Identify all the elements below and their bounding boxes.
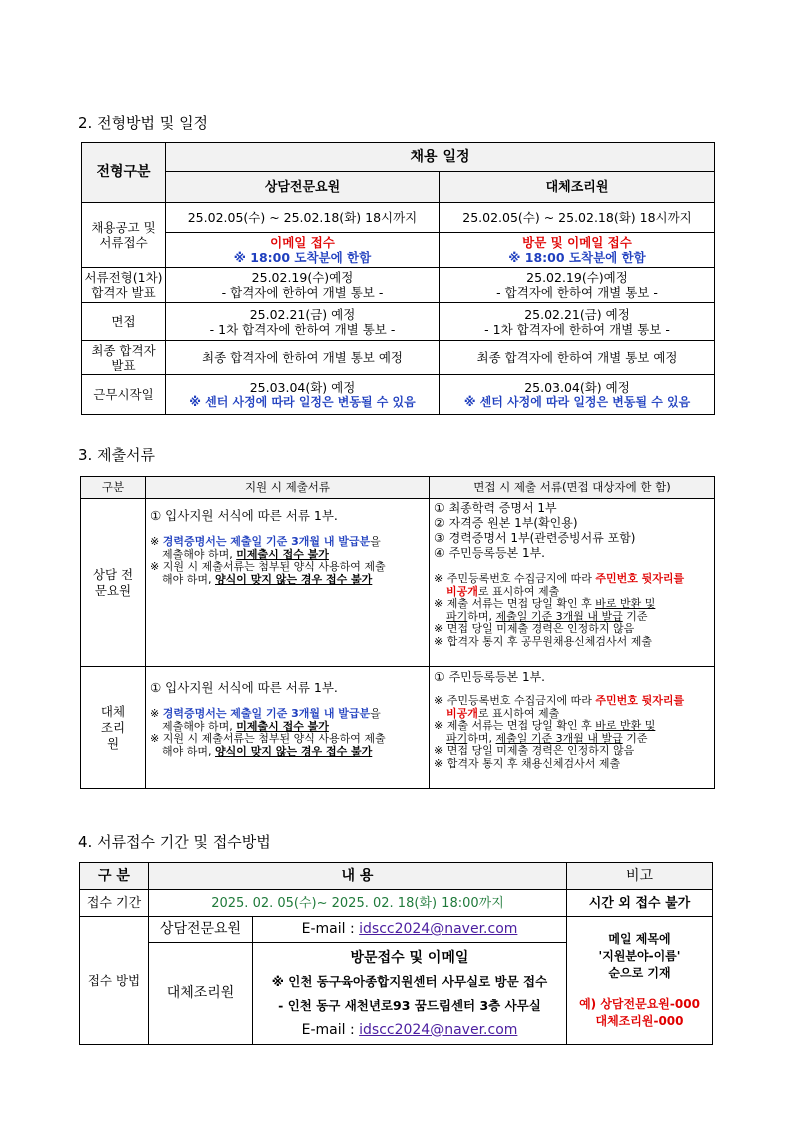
final-cook: 최종 합격자에 한하여 개별 통보 예정	[440, 341, 715, 375]
final-counselor: 최종 합격자에 한하여 개별 통보 예정	[166, 341, 440, 375]
counselor-apply-note2-l2: 해야 하며, 양식이 맞지 않는 경우 접수 불가	[162, 572, 373, 586]
receipt-header-content: 내 용	[149, 863, 567, 890]
cook-apply-note1-l2: 제출해야 하며, 미제출시 접수 불가	[162, 719, 329, 733]
cook-method-note: ※ 18:00 도착분에 한함	[508, 250, 646, 265]
cook-int-item-1: ① 주민등록등본 1부.	[434, 670, 545, 684]
cook-apply-note2-l2: 해야 하며, 양식이 맞지 않는 경우 접수 불가	[162, 744, 373, 758]
counselor-int-note4: ※ 합격자 통지 후 공무원채용신체검사서 제출	[434, 634, 652, 648]
cook-method-title: 방문접수 및 이메일	[350, 949, 469, 966]
counselor-interview-cell	[430, 499, 715, 667]
header-schedule: 채용 일정	[166, 143, 715, 172]
cook-int-note4: ※ 합격자 통지 후 채용신체검사서 제출	[434, 756, 621, 770]
start-counselor-note: ※ 센터 사정에 따라 일정은 변동될 수 있음	[189, 394, 416, 409]
interview-cook-date: 25.02.21(금) 예정	[524, 306, 630, 322]
doc-cook-date: 25.02.19(수)예정	[526, 270, 628, 285]
cook-method-line-1: ※ 인천 동구육아종합지원센터 사무실로 방문 접수	[271, 973, 548, 989]
counselor-method-text: 이메일 접수	[270, 235, 335, 250]
interview-counselor-note: - 1차 합격자에 한하여 개별 통보 -	[209, 321, 396, 337]
counselor-int-note1-l2: 비공개로 표시하여 제출	[446, 584, 560, 598]
doc-cook	[440, 268, 715, 303]
counselor-int-item-2: ② 자격증 원본 1부(확인용)	[434, 516, 578, 530]
receipt-period-label: 접수 기간	[80, 890, 149, 917]
notice-cook-date: 25.02.05(수) ~ 25.02.18(화) 18시까지	[440, 203, 715, 233]
cook-email-link[interactable]: idscc2024@naver.com	[359, 1021, 518, 1038]
cook-apply-cell	[146, 667, 430, 789]
note-example-1: 예) 상담전문요원-000	[579, 997, 700, 1011]
note-line-1: 메일 제목에	[608, 932, 671, 946]
counselor-email-link[interactable]: idscc2024@naver.com	[359, 921, 518, 937]
cook-apply-note2: ※ 지원 시 제출서류는 첨부된 양식 사용하여 제출	[150, 732, 386, 745]
counselor-int-note1: ※ 주민등록번호 수집금지에 따라 주민번호 뒷자리를	[434, 572, 685, 585]
counselor-int-item-3: ③ 경력증명서 1부(관련증빙서류 포함)	[434, 531, 636, 545]
row-label-final: 최종 합격자 발표	[82, 341, 166, 375]
cook-email	[255, 1018, 564, 1042]
receipt-header-type: 구 분	[80, 863, 149, 890]
receipt-method-note	[567, 917, 713, 1045]
doc-row-label-cook: 대체 조리원	[81, 667, 146, 789]
doc-counselor-date: 25.02.19(수)예정	[251, 270, 354, 285]
receipt-method-label: 접수 방법	[80, 917, 149, 1045]
col-counselor: 상담전문요원	[166, 172, 440, 203]
counselor-int-note3: ※ 면접 당일 미제출 경력은 인정하지 않음	[434, 622, 635, 635]
row-label-doc: 서류전형(1차) 합격자 발표	[82, 268, 166, 303]
notice-counselor-date: 25.02.05(수) ~ 25.02.18(화) 18시까지	[166, 203, 440, 233]
doc-counselor-note: - 합격자에 한하여 개별 통보 -	[221, 285, 384, 300]
cook-int-note1: ※ 주민등록번호 수집금지에 따라 주민번호 뒷자리를	[434, 694, 685, 707]
note-line-2: '지원분야-이름'	[598, 949, 681, 963]
cook-apply-item: ① 입사지원 서식에 따른 서류 1부.	[150, 680, 338, 695]
cook-email-label: E-mail :	[301, 1021, 360, 1038]
notice-cook-method	[440, 233, 715, 268]
start-cook	[440, 375, 715, 415]
cook-interview-cell	[430, 667, 715, 789]
section-title-schedule: 2. 전형방법 및 일정	[78, 114, 209, 132]
schedule-table	[81, 142, 715, 415]
notice-counselor-method	[166, 233, 440, 268]
counselor-int-note2: ※ 제출 서류는 면접 당일 확인 후 바로 반환 및	[434, 597, 656, 610]
receipt-table	[79, 862, 713, 1045]
header-type: 전형구분	[82, 143, 166, 203]
start-counselor	[166, 375, 440, 415]
doc-cook-note: - 합격자에 한하여 개별 통보 -	[496, 285, 658, 300]
start-counselor-date: 25.03.04(화) 예정	[249, 379, 356, 395]
receipt-period-note: 시간 외 접수 불가	[567, 890, 713, 917]
doc-header-interview: 면접 시 제출 서류(면접 대상자에 한 함)	[430, 477, 715, 499]
section-title-documents: 3. 제출서류	[78, 446, 156, 464]
counselor-int-note2-l2: 파기하며, 제출일 기준 3개월 내 발급 기준	[446, 609, 648, 623]
receipt-cook-content	[253, 943, 567, 1045]
doc-row-label-counselor: 상담 전문요원	[81, 499, 146, 667]
cook-method-text: 방문 및 이메일 접수	[522, 235, 632, 250]
row-label-notice: 채용공고 및 서류접수	[82, 203, 166, 268]
interview-cook-note: - 1차 합격자에 한하여 개별 통보 -	[484, 321, 670, 337]
receipt-period-value: 2025. 02. 05(수)~ 2025. 02. 18(화) 18:00까지	[149, 890, 567, 917]
doc-counselor	[166, 268, 440, 303]
note-example-2: 대체조리원-000	[595, 1014, 684, 1028]
section-title-receipt: 4. 서류접수 기간 및 접수방법	[78, 833, 271, 851]
col-cook: 대체조리원	[440, 172, 715, 203]
receipt-counselor-label: 상담전문요원	[149, 917, 253, 943]
documents-table	[80, 476, 715, 789]
counselor-apply-cell	[146, 499, 430, 667]
interview-cook	[440, 303, 715, 341]
counselor-int-item-4: ④ 주민등록등본 1부.	[434, 546, 545, 560]
counselor-int-item-1: ① 최종학력 증명서 1부	[434, 501, 557, 515]
row-label-start: 근무시작일	[82, 375, 166, 415]
cook-int-note2-l2: 파기하며, 제출일 기준 3개월 내 발급 기준	[446, 731, 648, 745]
start-cook-note: ※ 센터 사정에 따라 일정은 변동될 수 있음	[463, 394, 691, 409]
receipt-counselor-email	[253, 917, 567, 943]
interview-counselor	[166, 303, 440, 341]
counselor-apply-item: ① 입사지원 서식에 따른 서류 1부.	[150, 508, 338, 523]
cook-apply-note1: ※ 경력증명서는 제출일 기준 3개월 내 발급분을	[150, 707, 381, 720]
interview-counselor-date: 25.02.21(금) 예정	[249, 306, 356, 322]
row-label-interview: 면접	[82, 303, 166, 341]
start-cook-date: 25.03.04(화) 예정	[524, 379, 630, 395]
cook-int-note2: ※ 제출 서류는 면접 당일 확인 후 바로 반환 및	[434, 719, 656, 732]
counselor-email-label: E-mail :	[301, 921, 360, 937]
doc-header-apply: 지원 시 제출서류	[146, 477, 430, 499]
receipt-cook-label: 대체조리원	[149, 943, 253, 1045]
receipt-header-note: 비고	[567, 863, 713, 890]
cook-method-line-2: - 인천 동구 새천년로93 꿈드림센터 3층 사무실	[278, 997, 541, 1013]
counselor-method-note: ※ 18:00 도착분에 한함	[233, 250, 372, 265]
doc-header-type: 구분	[81, 477, 146, 499]
counselor-apply-note1: ※ 경력증명서는 제출일 기준 3개월 내 발급분을	[150, 535, 381, 548]
note-line-3: 순으로 기재	[608, 966, 671, 980]
counselor-apply-note1-l2: 제출해야 하며, 미제출시 접수 불가	[162, 547, 329, 561]
cook-int-note1-l2: 비공개로 표시하여 제출	[446, 706, 560, 720]
cook-int-note3: ※ 면접 당일 미제출 경력은 인정하지 않음	[434, 744, 635, 757]
counselor-apply-note2: ※ 지원 시 제출서류는 첨부된 양식 사용하여 제출	[150, 560, 386, 573]
